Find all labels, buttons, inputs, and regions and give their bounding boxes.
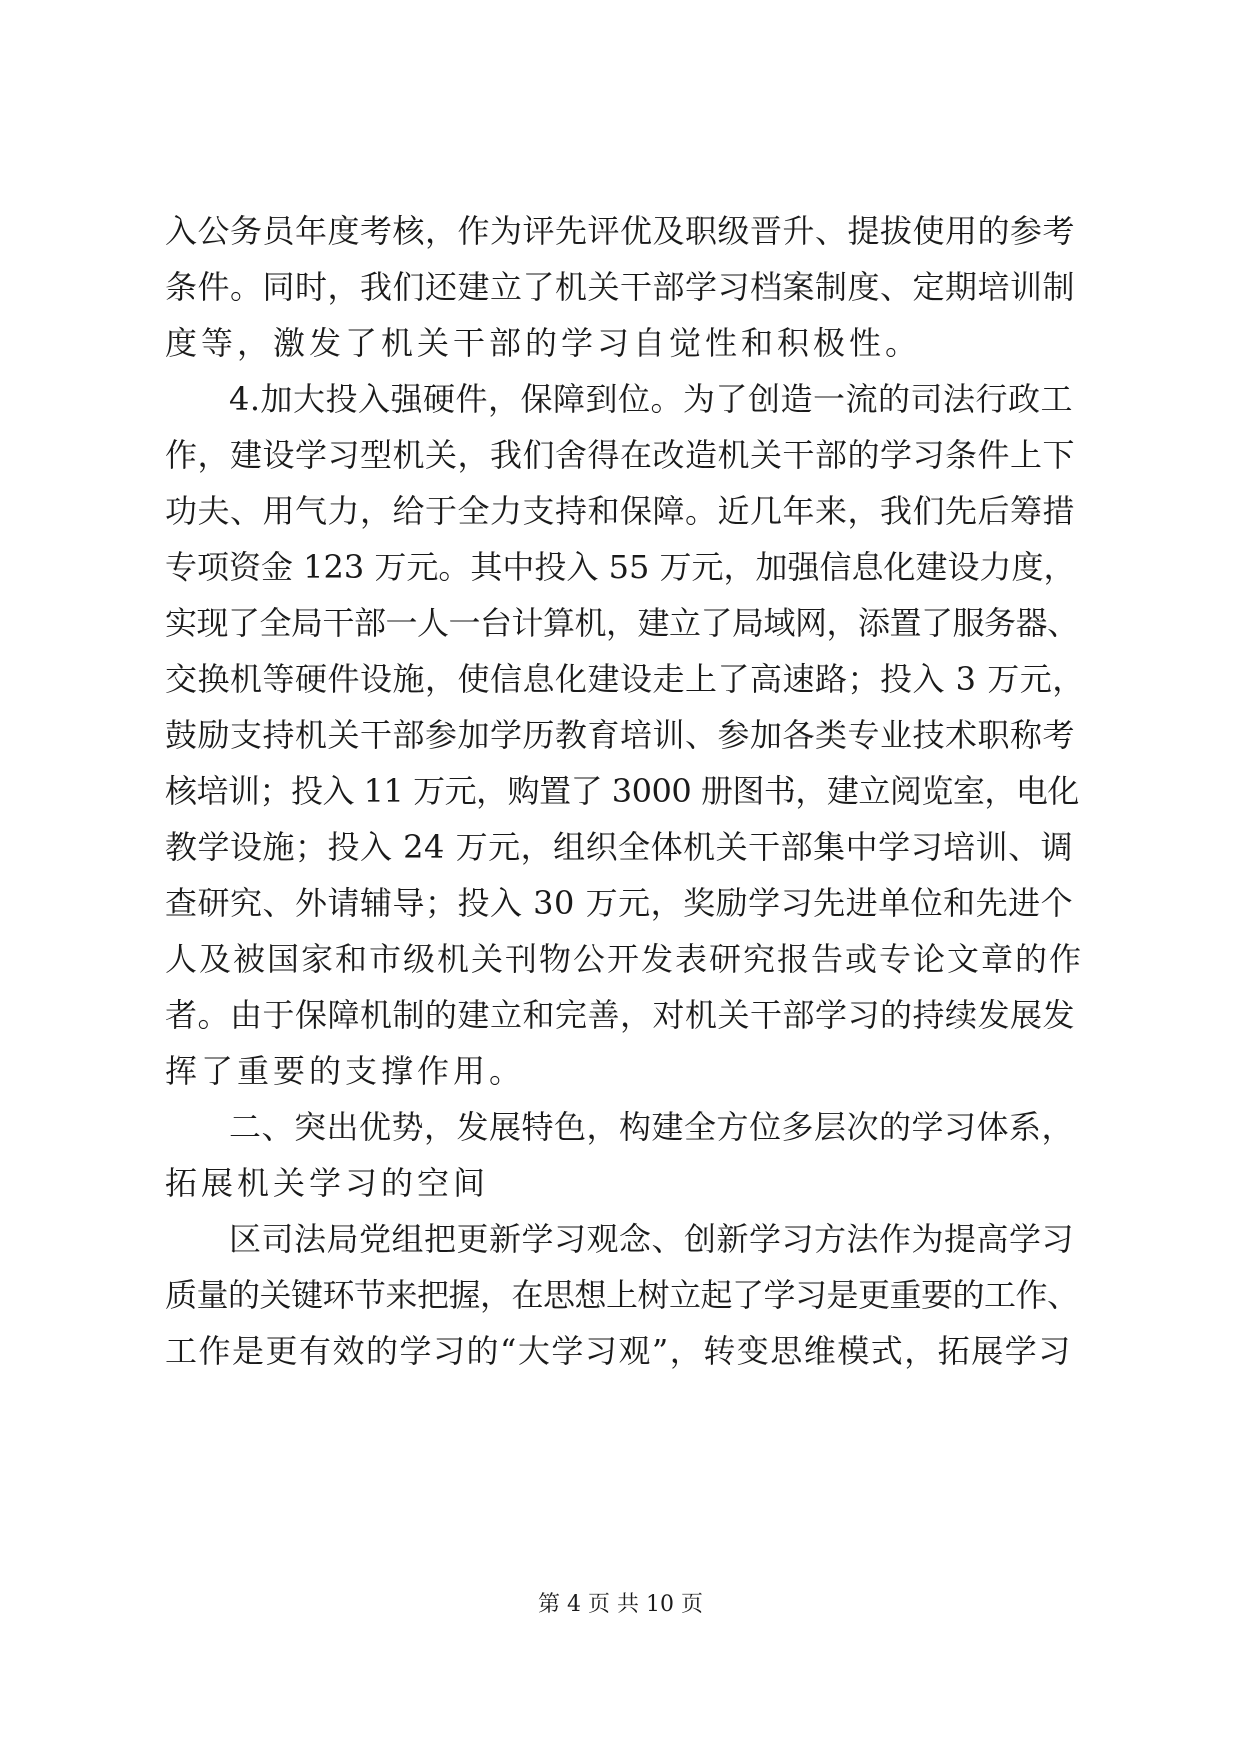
- body-text-line: 功夫、用气力，给于全力支持和保障。近几年来，我们先后筹措: [165, 492, 1076, 530]
- body-text-line: 区司法局党组把更新学习观念、创新学习方法作为提高学习: [229, 1220, 1075, 1258]
- body-text-line: 实现了全局干部一人一台计算机，建立了局域网，添置了服务器、: [165, 604, 1079, 642]
- body-text-line: 度等，激发了机关干部的学习自觉性和积极性。: [165, 324, 922, 362]
- body-text-line: 挥了重要的支撑作用。: [165, 1052, 526, 1090]
- body-text-line: 鼓励支持机关干部参加学历教育培训、参加各类专业技术职称考: [165, 716, 1076, 754]
- body-text-line: 工作是更有效的学习的“大学习观”，转变思维模式，拓展学习: [165, 1332, 1072, 1370]
- section-heading-line: 拓展机关学习的空间: [165, 1164, 490, 1202]
- body-text-line: 核培训；投入 11 万元，购置了 3000 册图书，建立阅览室，电化: [165, 772, 1079, 810]
- section-heading-line: 4.加大投入强硬件，保障到位。为了创造一流的司法行政工: [229, 380, 1074, 418]
- section-heading-line: 二、突出优势，发展特色，构建全方位多层次的学习体系，: [229, 1108, 1075, 1146]
- body-text-line: 教学设施；投入 24 万元，组织全体机关干部集中学习培训、调: [165, 828, 1074, 866]
- body-text-line: 查研究、外请辅导；投入 30 万元，奖励学习先进单位和先进个: [165, 884, 1074, 922]
- page-number-footer: 第 4 页 共 10 页: [538, 1592, 703, 1617]
- body-text-line: 专项资金 123 万元。其中投入 55 万元，加强信息化建设力度，: [165, 548, 1076, 586]
- body-text-line: 人及被国家和市级机关刊物公开发表研究报告或专论文章的作: [165, 940, 1084, 978]
- body-text-line: 入公务员年度考核，作为评先评优及职级晋升、提拔使用的参考: [165, 212, 1076, 250]
- body-text-line: 作，建设学习型机关，我们舍得在改造机关干部的学习条件上下: [165, 436, 1076, 474]
- body-text-line: 者。由于保障机制的建立和完善，对机关干部学习的持续发展发: [165, 996, 1076, 1034]
- body-text-line: 质量的关键环节来把握，在思想上树立起了学习是更重要的工作、: [165, 1276, 1079, 1314]
- body-text-line: 交换机等硬件设施，使信息化建设走上了高速路；投入 3 万元，: [165, 660, 1085, 698]
- body-text-line: 条件。同时，我们还建立了机关干部学习档案制度、定期培训制: [165, 268, 1076, 306]
